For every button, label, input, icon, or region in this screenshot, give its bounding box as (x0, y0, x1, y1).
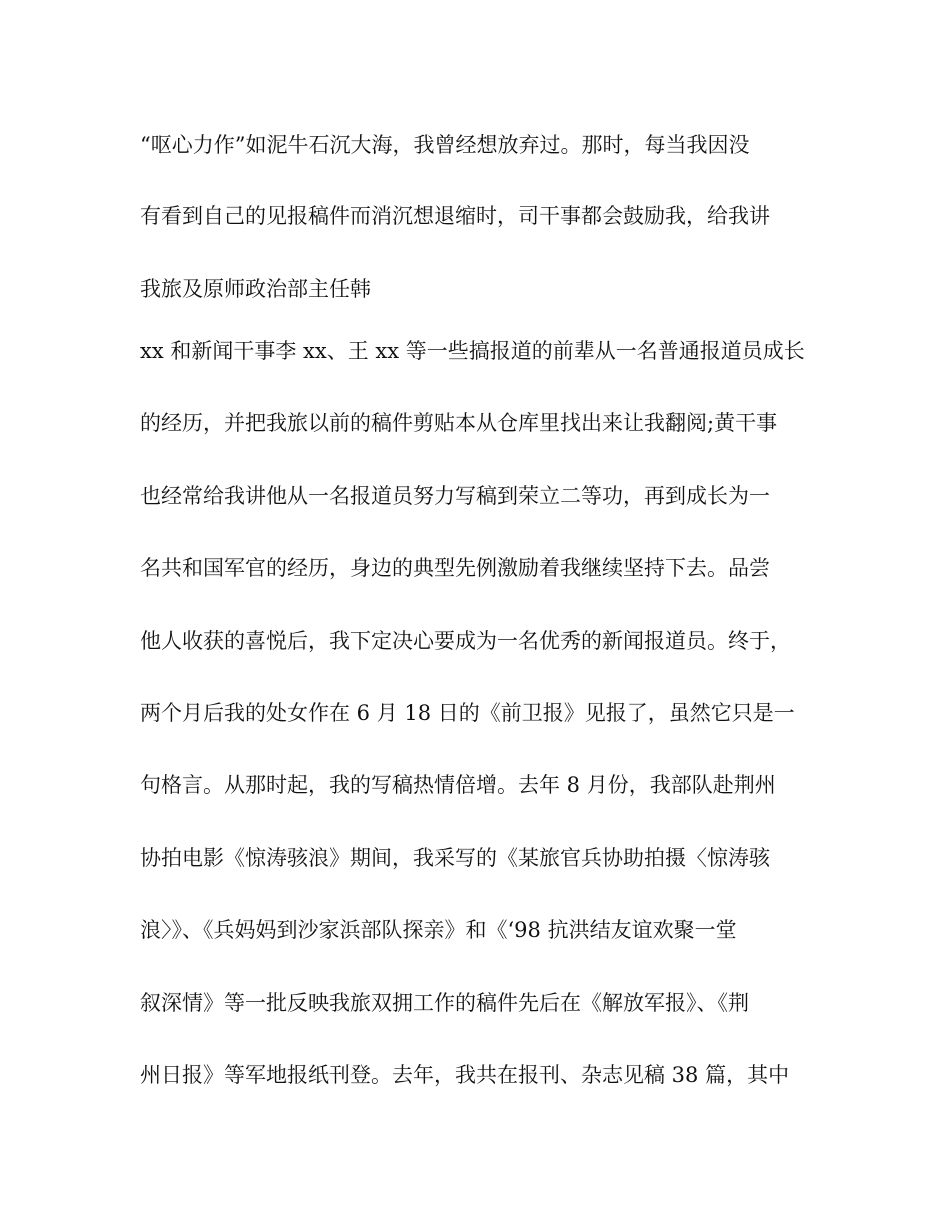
text-line-3: 我旅及原师政治部主任韩 (140, 277, 371, 301)
text-line-7: 名共和国军官的经历，身边的典型先例激励着我继续坚持下去。品尝 (140, 556, 770, 580)
text-line-1: “呕心力作”如泥牛石沉大海，我曾经想放弃过。那时，每当我因没 (140, 133, 750, 157)
text-line-12: 浪〉》、《兵妈妈到沙家浜部队探亲》和《‘98 抗洪结友谊欢聚一堂 (140, 918, 737, 942)
text-line-9: 两个月后我的处女作在 6 月 18 日的《前卫报》见报了，虽然它只是一 (140, 701, 795, 725)
text-line-4: xx 和新闻干事李 xx、王 xx 等一些搞报道的前辈从一名普通报道员成长 (140, 339, 805, 363)
text-line-8: 他人收获的喜悦后，我下定决心要成为一名优秀的新闻报道员。终于， (140, 629, 791, 653)
text-line-10: 句格言。从那时起，我的写稿热情倍增。去年 8 月份，我部队赴荆州 (140, 773, 776, 797)
text-line-13: 叙深情》等一批反映我旅双拥工作的稿件先后在《解放军报》、《荆 (140, 991, 749, 1015)
text-line-5: 的经历，并把我旅以前的稿件剪贴本从仓库里找出来让我翻阅;黄干事 (140, 411, 778, 435)
text-line-2: 有看到自己的见报稿件而消沉想退缩时，司干事都会鼓励我，给我讲 (140, 204, 770, 228)
text-line-14: 州日报》等军地报纸刊登。去年，我共在报刊、杂志见稿 38 篇，其中 (140, 1063, 790, 1087)
text-line-6: 也经常给我讲他从一名报道员努力写稿到荣立二等功，再到成长为一 (140, 484, 770, 508)
text-line-11: 协拍电影《惊涛骇浪》期间，我采写的《某旅官兵协助拍摄〈惊涛骇 (140, 846, 770, 870)
